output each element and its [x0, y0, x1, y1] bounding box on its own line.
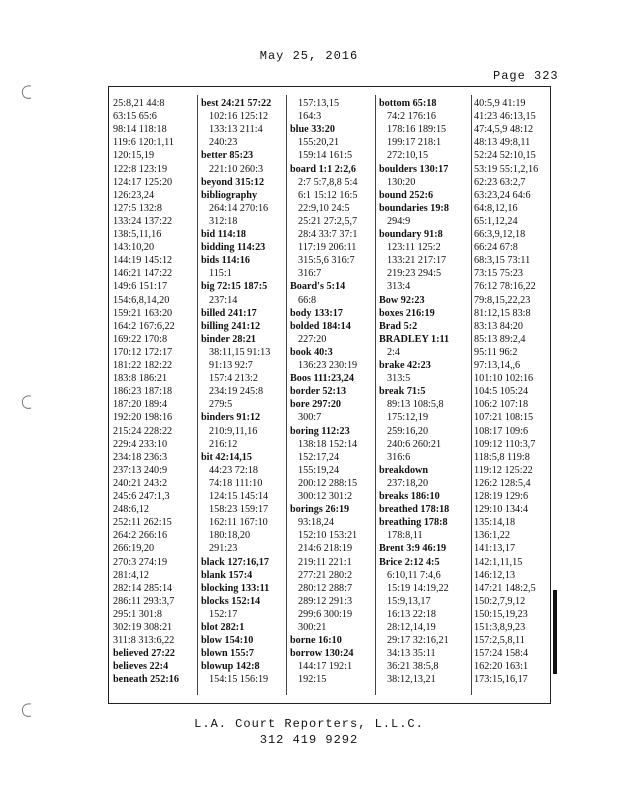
index-word-entry: Brad 5:2	[379, 320, 418, 332]
index-page-line-refs: 74:2 176:16	[387, 111, 436, 123]
index-page-line-refs: 227:20	[298, 333, 327, 345]
index-word-entry: BRADLEY 1:11	[379, 333, 450, 345]
index-page-line-refs: 154:15 156:19	[209, 674, 269, 686]
index-word-entry: black 127:16,17	[201, 556, 269, 568]
index-page-line-refs: 252:11 262:15	[113, 517, 172, 529]
word-index-table	[108, 86, 551, 704]
index-page-line-refs: 142:1,11,15	[474, 556, 523, 568]
index-word-entry: Brice 2:12 4:5	[379, 556, 440, 568]
index-page-line-refs: 316:6	[387, 451, 411, 463]
index-page-line-refs: 152:17,24	[298, 451, 340, 463]
index-word-entry: boulders 130:17	[379, 163, 449, 175]
index-page-line-refs: 6:1 15:12 16:5	[298, 189, 358, 201]
index-page-line-refs: 164:3	[298, 111, 322, 123]
index-page-line-refs: 130:20	[387, 176, 416, 188]
index-page-line-refs: 118:5,8 119:8	[474, 451, 530, 463]
index-page-line-refs: 2:4	[387, 346, 401, 358]
index-page-line-refs: 109:12 110:3,7	[474, 438, 536, 450]
index-page-line-refs: 215:24 228:22	[113, 425, 173, 437]
index-word-entry: board 1:1 2:2,6	[290, 163, 356, 175]
index-page-line-refs: 180:18,20	[209, 530, 251, 542]
index-page-line-refs: 135:14,18	[474, 517, 516, 529]
index-page-line-refs: 108:17 109:6	[474, 425, 529, 437]
index-page-line-refs: 300:7	[298, 412, 322, 424]
index-page-line-refs: 311:8 313:6,22	[113, 635, 175, 647]
index-page-line-refs: 199:17 218:1	[387, 137, 442, 149]
index-page-line-refs: 234:19 245:8	[209, 386, 264, 398]
index-page-line-refs: 147:21 148:2,5	[474, 582, 536, 594]
index-page-line-refs: 133:13 211:4	[209, 124, 263, 136]
index-page-line-refs: 25:21 27:2,5,7	[298, 215, 358, 227]
index-word-entry: body 133:17	[290, 307, 343, 319]
index-page-line-refs: 155:19,24	[298, 464, 340, 476]
index-page-line-refs: 192:20 198:16	[113, 412, 173, 424]
index-page-line-refs: 175:12,19	[387, 412, 429, 424]
index-page-line-refs: 264:2 266:16	[113, 530, 168, 542]
index-page-line-refs: 229:4 233:10	[113, 438, 168, 450]
index-page-line-refs: 119:12 125:22	[474, 464, 533, 476]
index-word-entry: borings 26:19	[290, 504, 350, 516]
index-page-line-refs: 234:18 236:3	[113, 451, 168, 463]
binder-hole-bottom	[20, 702, 34, 718]
index-word-entry: bit 42:14,15	[201, 451, 252, 463]
index-page-line-refs: 95:11 96:2	[474, 346, 518, 358]
index-page-line-refs: 38:12,13,21	[387, 674, 436, 686]
index-page-line-refs: 162:20 163:1	[474, 661, 529, 673]
index-page-line-refs: 245:6 247:1,3	[113, 491, 170, 502]
index-page-line-refs: 53:19 55:1,2,16	[474, 163, 539, 175]
index-page-line-refs: 159:21 163:20	[113, 307, 173, 319]
index-page-line-refs: 187:20 189:4	[113, 399, 168, 411]
index-page-line-refs: 289:12 291:3	[298, 595, 353, 607]
index-word-entry: billed 241:17	[201, 307, 257, 319]
index-page-line-refs: 16:13 22:18	[387, 608, 436, 620]
index-page-line-refs: 98:14 118:18	[113, 124, 167, 136]
index-page-line-refs: 62:23 63:2,7	[474, 176, 526, 188]
index-page-line-refs: 47:4,5,9 48:12	[474, 124, 534, 136]
index-page-line-refs: 183:8 186:21	[113, 373, 168, 385]
index-page-line-refs: 164:2 167:6,22	[113, 320, 175, 332]
index-page-line-refs: 240:23	[209, 137, 238, 149]
index-word-entry: brake 42:23	[379, 360, 431, 371]
margin-mark	[553, 590, 557, 674]
index-page-line-refs: 117:19 206:11	[298, 242, 357, 254]
index-page-line-refs: 133:24 137:22	[113, 215, 173, 227]
index-word-entry: borne 16:10	[290, 635, 342, 647]
index-word-entry: believed 27:22	[113, 648, 175, 660]
index-word-entry: breakdown	[379, 464, 429, 476]
index-page-line-refs: 93:18,24	[298, 517, 334, 529]
index-word-entry: boring 112:23	[290, 425, 350, 437]
index-page-line-refs: 115:1	[209, 268, 232, 280]
index-page-line-refs: 28:12,14,19	[387, 622, 436, 633]
index-page-line-refs: 170:12 172:17	[113, 346, 173, 358]
index-page-line-refs: 38:11,15 91:13	[209, 346, 271, 358]
index-page-line-refs: 192:15	[298, 674, 327, 686]
court-reporter-name: L.A. Court Reporters, L.L.C.	[194, 717, 424, 731]
index-page-line-refs: 186:23 187:18	[113, 386, 173, 398]
index-page-line-refs: 101:10 102:16	[474, 373, 534, 385]
index-word-entry: bottom 65:18	[379, 98, 437, 109]
index-word-entry: Boos 111:23,24	[290, 373, 354, 385]
index-page-line-refs: 272:10,15	[387, 150, 429, 162]
index-page-line-refs: 34:13 35:11	[387, 648, 436, 660]
index-word-entry: blue 33:20	[290, 124, 335, 136]
index-page-line-refs: 299:6 300:19	[298, 608, 353, 620]
index-page-line-refs: 150:15,19,23	[474, 608, 528, 620]
index-page-line-refs: 124:17 125:20	[113, 176, 173, 188]
index-page-line-refs: 127:5 132:8	[113, 202, 162, 214]
index-word-entry: blown 155:7	[201, 648, 254, 660]
index-word-entry: bidding 114:23	[201, 242, 266, 254]
index-word-entry: beneath 252:16	[113, 674, 179, 686]
index-word-entry: breathed 178:18	[379, 504, 450, 516]
index-word-entry: borrow 130:24	[290, 648, 354, 660]
index-page-line-refs: 136:1,22	[474, 530, 510, 542]
index-word-entry: blowup 142:8	[201, 661, 260, 673]
index-page-line-refs: 159:14 161:5	[298, 150, 353, 162]
index-page-line-refs: 126:23,24	[113, 189, 155, 201]
index-page-line-refs: 151:3,8,9,23	[474, 622, 526, 633]
index-page-line-refs: 143:10,20	[113, 242, 155, 254]
index-word-entry: blank 157:4	[201, 569, 253, 581]
index-page-line-refs: 106:2 107:18	[474, 399, 529, 411]
index-page-line-refs: 259:16,20	[387, 425, 429, 437]
index-page-line-refs: 15:9,13,17	[387, 595, 431, 607]
index-page-line-refs: 237:13 240:9	[113, 464, 168, 476]
index-page-line-refs: 270:3 274:19	[113, 556, 168, 568]
index-page-line-refs: 48:13 49:8,11	[474, 137, 531, 149]
index-page-line-refs: 66:8	[298, 294, 317, 306]
index-page-line-refs: 169:22 170:8	[113, 333, 168, 345]
index-page-line-refs: 144:17 192:1	[298, 661, 353, 673]
index-page-line-refs: 248:6,12	[113, 504, 149, 516]
index-page-line-refs: 138:5,11,16	[113, 229, 162, 240]
index-word-entry: blocking 133:11	[201, 582, 270, 594]
index-page-line-refs: 157:13,15	[298, 98, 340, 109]
index-word-entry: Board's 5:14	[290, 281, 346, 293]
index-page-line-refs: 152:17	[209, 608, 238, 620]
index-page-line-refs: 200:12 288:15	[298, 477, 358, 489]
index-page-line-refs: 63:15 65:6	[113, 111, 157, 123]
index-page-line-refs: 36:21 38:5,8	[387, 661, 439, 673]
index-word-entry: book 40:3	[290, 346, 333, 358]
index-word-entry: breathing 178:8	[379, 517, 448, 529]
index-page-line-refs: 219:11 221:1	[298, 556, 352, 568]
index-page-line-refs: 133:21 217:17	[387, 255, 447, 267]
index-page-line-refs: 6:10,11 7:4,6	[387, 569, 441, 581]
index-page-line-refs: 66:24 67:8	[474, 242, 518, 254]
index-page-line-refs: 97:13,14,,6	[474, 360, 521, 371]
index-word-entry: Brent 3:9 46:19	[379, 543, 447, 555]
index-page-line-refs: 126:2 128:5,4	[474, 477, 531, 489]
index-page-line-refs: 315:5,6 316:7	[298, 255, 355, 267]
index-word-entry: bibliography	[201, 189, 258, 201]
page-number: Page 323	[493, 69, 559, 83]
index-page-line-refs: 240:21 243:2	[113, 477, 168, 489]
index-page-line-refs: 300:21	[298, 622, 327, 633]
index-page-line-refs: 149:6 151:17	[113, 281, 168, 293]
index-page-line-refs: 40:5,9 41:19	[474, 98, 526, 109]
index-page-line-refs: 313:4	[387, 281, 411, 293]
index-word-entry: binders 91:12	[201, 412, 261, 424]
index-page-line-refs: 294:9	[387, 215, 411, 227]
index-word-entry: boundary 91:8	[379, 229, 443, 240]
index-page-line-refs: 73:15 75:23	[474, 268, 523, 280]
index-page-line-refs: 74:18 111:10	[209, 477, 263, 489]
index-page-line-refs: 178:16 189:15	[387, 124, 447, 136]
index-page-line-refs: 120:15,19	[113, 150, 155, 162]
index-page-line-refs: 2:7 5:7,8,8 5:4	[298, 176, 358, 188]
index-page-line-refs: 64:8,12,16	[474, 202, 518, 214]
index-word-entry: border 52:13	[290, 386, 347, 398]
index-word-entry: bids 114:16	[201, 255, 250, 267]
index-page-line-refs: 15:19 14:19,22	[387, 582, 449, 594]
index-page-line-refs: 63:23,24 64:6	[474, 189, 531, 201]
index-word-entry: big 72:15 187:5	[201, 281, 268, 293]
index-page-line-refs: 158:23 159:17	[209, 504, 269, 516]
index-page-line-refs: 221:10 260:3	[209, 163, 264, 175]
index-word-entry: bid 114:18	[201, 229, 247, 240]
index-page-line-refs: 178:8,11	[387, 530, 423, 542]
index-page-line-refs: 68:3,15 73:11	[474, 255, 531, 267]
index-page-line-refs: 291:23	[209, 543, 238, 555]
index-page-line-refs: 302:19 308:21	[113, 622, 173, 633]
index-page-line-refs: 52:24 52:10,15	[474, 150, 536, 162]
index-page-line-refs: 150:2,7,9,12	[474, 595, 526, 607]
court-reporter-phone: 312 419 9292	[259, 733, 359, 747]
index-page-line-refs: 129:10 134:4	[474, 504, 529, 516]
index-word-entry: binder 28:21	[201, 333, 257, 345]
index-page-line-refs: 107:21 108:15	[474, 412, 534, 424]
index-page-line-refs: 266:19,20	[113, 543, 155, 555]
index-page-line-refs: 277:21 280:2	[298, 569, 353, 581]
index-page-line-refs: 25:8,21 44:8	[113, 98, 165, 109]
index-page-line-refs: 210:9,11,16	[209, 425, 258, 437]
index-page-line-refs: 264:14 270:16	[209, 202, 269, 214]
index-word-entry: Bow 92:23	[379, 294, 425, 306]
index-page-line-refs: 157:4 213:2	[209, 373, 258, 385]
index-page-line-refs: 28:4 33:7 37:1	[298, 229, 358, 240]
index-page-line-refs: 237:14	[209, 294, 238, 306]
index-page-line-refs: 66:3,9,12,18	[474, 229, 526, 240]
index-page-line-refs: 316:7	[298, 268, 322, 280]
index-page-line-refs: 144:19 145:12	[113, 255, 173, 267]
index-word-entry: blocks 152:14	[201, 595, 261, 607]
index-page-line-refs: 279:5	[209, 399, 233, 411]
index-page-line-refs: 141:13,17	[474, 543, 516, 555]
index-page-line-refs: 162:11 167:10	[209, 517, 268, 529]
index-page-line-refs: 154:6,8,14,20	[113, 294, 170, 306]
index-word-entry: break 71:5	[379, 386, 426, 398]
index-page-line-refs: 138:18 152:14	[298, 438, 358, 450]
index-page-line-refs: 181:22 182:22	[113, 360, 173, 371]
index-page-line-refs: 102:16 125:12	[209, 111, 269, 123]
index-word-entry: breaks 186:10	[379, 491, 440, 502]
index-page-line-refs: 240:6 260:21	[387, 438, 442, 450]
index-page-line-refs: 281:4,12	[113, 569, 149, 581]
index-word-entry: best 24:21 57:22	[201, 98, 272, 109]
index-page-line-refs: 85:13 89:2,4	[474, 333, 526, 345]
index-page-line-refs: 216:12	[209, 438, 238, 450]
index-word-entry: billing 241:12	[201, 320, 261, 332]
index-page-line-refs: 65:1,12,24	[474, 215, 518, 227]
index-word-entry: beyond 315:12	[201, 176, 265, 188]
index-page-line-refs: 123:11 125:2	[387, 242, 441, 254]
index-page-line-refs: 219:23 294:5	[387, 268, 442, 280]
index-page-line-refs: 152:10 153:21	[298, 530, 358, 542]
index-page-line-refs: 91:13 92:7	[209, 360, 253, 371]
index-page-line-refs: 76:12 78:16,22	[474, 281, 536, 293]
index-word-entry: blow 154:10	[201, 635, 254, 647]
index-page-line-refs: 155:20,21	[298, 137, 340, 149]
binder-hole-top	[20, 84, 34, 100]
index-page-line-refs: 104:5 105:24	[474, 386, 529, 398]
transcript-date: May 25, 2016	[259, 49, 359, 63]
index-page-line-refs: 136:23 230:19	[298, 360, 358, 371]
index-page-line-refs: 124:15 145:14	[209, 491, 269, 502]
index-page-line-refs: 29:17 32:16,21	[387, 635, 449, 647]
index-page-line-refs: 157:24 158:4	[474, 648, 529, 660]
index-page-line-refs: 286:11 293:3,7	[113, 595, 175, 607]
index-page-line-refs: 122:8 123:19	[113, 163, 168, 175]
index-column-5	[109, 87, 550, 703]
index-page-line-refs: 119:6 120:1,11	[113, 137, 174, 149]
index-page-line-refs: 81:12,15 83:8	[474, 307, 531, 319]
index-page-line-refs: 146:12,13	[474, 569, 516, 581]
index-page-line-refs: 157:2,5,8,11	[474, 635, 525, 647]
index-page-line-refs: 295:1 301:8	[113, 608, 162, 620]
index-page-line-refs: 313:5	[387, 373, 411, 385]
index-page-line-refs: 128:19 129:6	[474, 491, 529, 502]
index-page-line-refs: 44:23 72:18	[209, 464, 258, 476]
index-word-entry: bore 297:20	[290, 399, 342, 411]
index-word-entry: boxes 216:19	[379, 307, 435, 319]
index-word-entry: believes 22:4	[113, 661, 169, 673]
index-page-line-refs: 79:8,15,22,23	[474, 294, 531, 306]
index-page-line-refs: 173:15,16,17	[474, 674, 528, 686]
binder-hole-middle	[20, 394, 34, 410]
index-word-entry: bolded 184:14	[290, 320, 351, 332]
index-page-line-refs: 214:6 218:19	[298, 543, 353, 555]
index-page-line-refs: 282:14 285:14	[113, 582, 173, 594]
index-page-line-refs: 83:13 84:20	[474, 320, 523, 332]
index-word-entry: bound 252:6	[379, 189, 434, 201]
index-page-line-refs: 41:23 46:13,15	[474, 111, 536, 123]
index-page-line-refs: 312:18	[209, 215, 238, 227]
index-page-line-refs: 89:13 108:5,8	[387, 399, 444, 411]
index-page-line-refs: 22:9,10 24:5	[298, 202, 350, 214]
index-word-entry: better 85:23	[201, 150, 254, 162]
index-page-line-refs: 146:21 147:22	[113, 268, 173, 280]
index-page-line-refs: 237:18,20	[387, 477, 429, 489]
index-word-entry: blot 282:1	[201, 622, 245, 633]
index-word-entry: boundaries 19:8	[379, 202, 449, 214]
index-page-line-refs: 280:12 288:7	[298, 582, 353, 594]
index-page-line-refs: 300:12 301:2	[298, 491, 353, 502]
